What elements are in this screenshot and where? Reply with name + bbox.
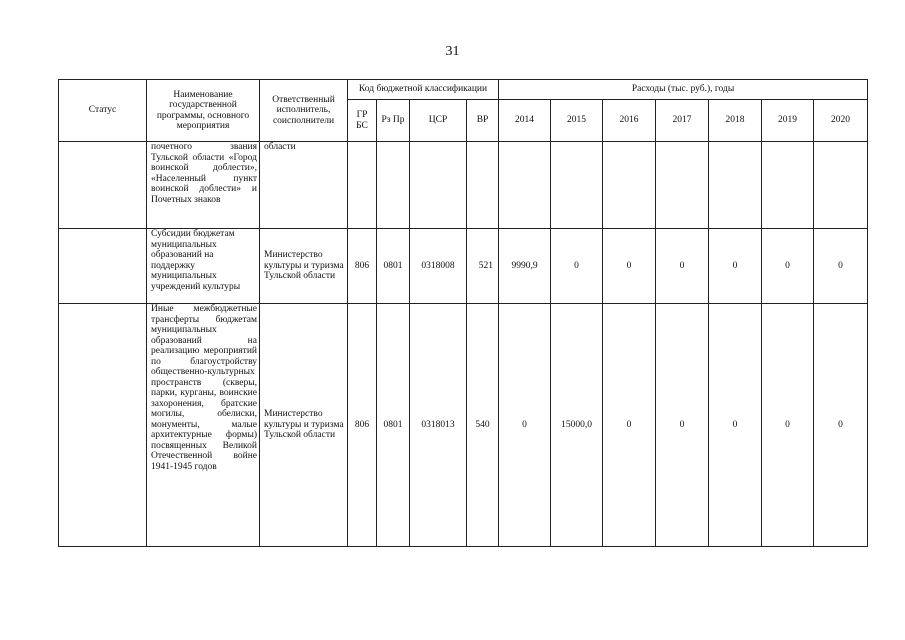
grbs-cell: 806 xyxy=(348,304,377,547)
header-name: Наименование государственной программы, основного мероприятия xyxy=(147,80,260,142)
name-cell xyxy=(147,229,260,304)
value-2015 xyxy=(551,142,603,229)
header-year-2014: 2014 xyxy=(499,100,551,142)
value-2018: 0 xyxy=(709,304,762,547)
header-year-2020: 2020 xyxy=(814,100,868,142)
name-text: Субсидии бюджетам муниципальных образований на поддержку муниципальных учреждений культуры xyxy=(151,229,241,292)
header-row-top xyxy=(59,80,868,100)
value-2020: 0 xyxy=(814,229,868,304)
header-grbs: ГР БС xyxy=(348,100,377,142)
header-year-2015: 2015 xyxy=(551,100,603,142)
value-2019 xyxy=(762,142,814,229)
header-year-2019: 2019 xyxy=(762,100,814,142)
csr-cell xyxy=(410,142,467,229)
vr-cell: 521 xyxy=(467,229,499,304)
value-2015: 0 xyxy=(551,229,603,304)
executor-cell: Министерство культуры и туризма Тульской области xyxy=(260,304,348,547)
header-executor: Ответственный исполнитель, соисполнители xyxy=(260,80,348,142)
table-row xyxy=(59,142,868,229)
header-rzpr: Рз Пр xyxy=(377,100,410,142)
header-expenses: Расходы (тыс. руб.), годы xyxy=(499,80,868,100)
value-2016 xyxy=(603,142,656,229)
value-2016: 0 xyxy=(603,229,656,304)
header-year-2017: 2017 xyxy=(656,100,709,142)
header-status: Статус xyxy=(59,80,147,142)
status-cell xyxy=(59,304,147,547)
value-2018 xyxy=(709,142,762,229)
name-text: Иные межбюджетные трансферты бюджетам муниципальных образований на реализацию мероприятий по благоустройству общественно-культурных пространств (скверы, парки, курганы, воинские захоронения, братские могилы, обелиски, монументы, малые архитектурные формы) посвященных Великой Отечественной войне 1941-1945 годов xyxy=(151,304,257,472)
rzpr-cell: 0801 xyxy=(377,229,410,304)
name-text: почетного звания Тульской области «Город воинской доблести», «Населенный пункт воинской доблести» и Почетных знаков xyxy=(151,142,257,205)
value-2017: 0 xyxy=(656,304,709,547)
value-2015: 15000,0 xyxy=(551,304,603,547)
status-cell xyxy=(59,229,147,304)
vr-cell xyxy=(467,142,499,229)
csr-cell: 0318013 xyxy=(410,304,467,547)
csr-cell: 0318008 xyxy=(410,229,467,304)
budget-table xyxy=(58,79,868,547)
table-row xyxy=(59,229,868,304)
header-year-2018: 2018 xyxy=(709,100,762,142)
header-year-2016: 2016 xyxy=(603,100,656,142)
header-budget-code: Код бюджетной классификации xyxy=(348,80,499,100)
value-2014: 0 xyxy=(499,304,551,547)
value-2017: 0 xyxy=(656,229,709,304)
value-2014: 9990,9 xyxy=(499,229,551,304)
name-cell xyxy=(147,142,260,229)
executor-cell: области xyxy=(260,142,348,229)
value-2019: 0 xyxy=(762,229,814,304)
value-2020 xyxy=(814,142,868,229)
header-vr: ВР xyxy=(467,100,499,142)
value-2020: 0 xyxy=(814,304,868,547)
executor-cell: Министерство культуры и туризма Тульской области xyxy=(260,229,348,304)
value-2019: 0 xyxy=(762,304,814,547)
page-number: 31 xyxy=(445,44,460,59)
grbs-cell xyxy=(348,142,377,229)
status-cell xyxy=(59,142,147,229)
table-row xyxy=(59,304,868,547)
name-cell xyxy=(147,304,260,547)
value-2016: 0 xyxy=(603,304,656,547)
rzpr-cell: 0801 xyxy=(377,304,410,547)
vr-cell: 540 xyxy=(467,304,499,547)
header-csr: ЦСР xyxy=(410,100,467,142)
value-2014 xyxy=(499,142,551,229)
value-2017 xyxy=(656,142,709,229)
grbs-cell: 806 xyxy=(348,229,377,304)
rzpr-cell xyxy=(377,142,410,229)
value-2018: 0 xyxy=(709,229,762,304)
